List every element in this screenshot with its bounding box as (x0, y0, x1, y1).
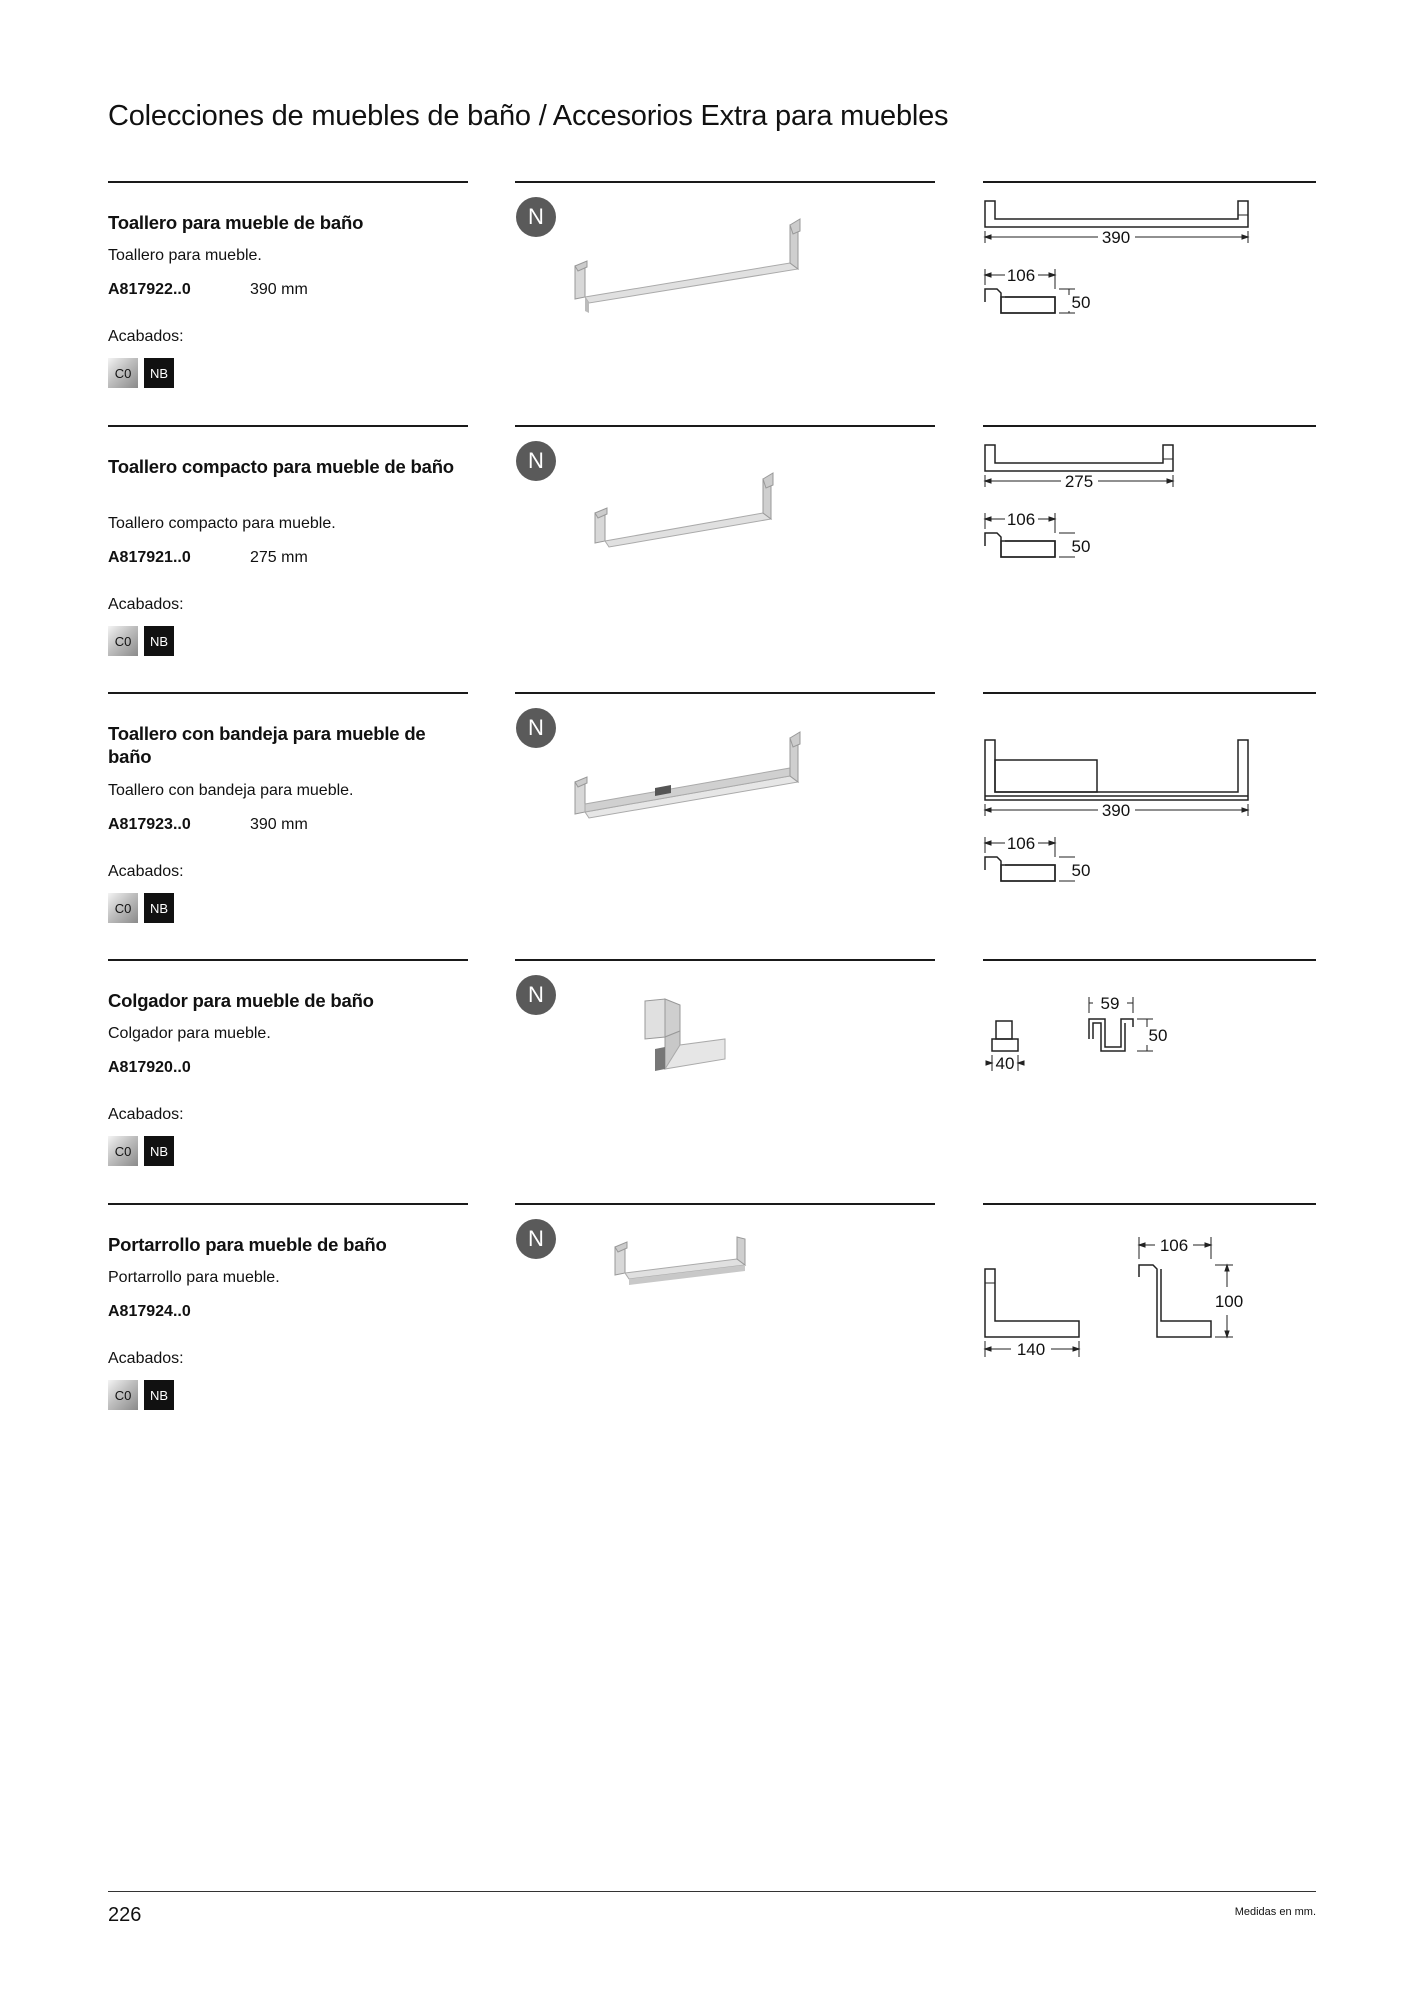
product-code: A817924..0 (108, 1303, 191, 1320)
dimension-depth: 106 (1159, 1236, 1189, 1255)
product-description: Toallero para mueble. (108, 247, 262, 264)
product-name: Portarrollo para mueble de baño (108, 1234, 387, 1255)
finishes-label: Acabados: (108, 1106, 184, 1123)
section-divider (983, 1203, 1316, 1205)
page-number: 226 (108, 1904, 142, 1926)
product-name: Colgador para mueble de baño (108, 990, 374, 1011)
product-code: A817922..0 (108, 281, 191, 298)
section-divider (983, 692, 1316, 694)
new-badge: N (516, 441, 556, 481)
product-code: A817920..0 (108, 1059, 191, 1076)
section-divider (515, 692, 935, 694)
product-code: A817921..0 (108, 549, 191, 566)
product-description: Toallero con bandeja para mueble. (108, 782, 354, 799)
new-badge: N (516, 197, 556, 237)
dimension-width: 275 (1064, 472, 1094, 491)
product-name: Toallero con bandeja para mueble de baño (108, 723, 426, 767)
product-name: Toallero compacto para mueble de baño (108, 456, 454, 477)
finish-swatch-chrome[interactable]: C0 (108, 893, 138, 923)
finish-swatch-black[interactable]: NB (144, 893, 174, 923)
section-divider (108, 692, 468, 694)
technical-drawing (983, 433, 1316, 603)
dimension-depth: 106 (1006, 510, 1036, 529)
section-divider (515, 181, 935, 183)
dimension-width: 390 (1101, 801, 1131, 820)
finish-swatch-black[interactable]: NB (144, 1380, 174, 1410)
product-size: 390 mm (250, 281, 308, 298)
section-divider (983, 425, 1316, 427)
new-badge: N (516, 975, 556, 1015)
technical-drawing (983, 189, 1316, 349)
section-divider (515, 425, 935, 427)
finish-swatch-chrome[interactable]: C0 (108, 626, 138, 656)
product-description: Portarrollo para mueble. (108, 1269, 280, 1286)
new-badge: N (516, 1219, 556, 1259)
product-description: Colgador para mueble. (108, 1025, 271, 1042)
finish-swatch-black[interactable]: NB (144, 358, 174, 388)
finish-swatches (108, 626, 174, 656)
dimension-depth: 106 (1006, 266, 1036, 285)
section-divider (108, 425, 468, 427)
product-name: Toallero para mueble de baño (108, 212, 364, 233)
section-divider (515, 959, 935, 961)
finish-swatches (108, 1380, 174, 1410)
footer-divider (108, 1891, 1316, 1892)
finish-swatch-chrome[interactable]: C0 (108, 1136, 138, 1166)
dimension-height: 50 (1071, 537, 1091, 556)
finishes-label: Acabados: (108, 596, 184, 613)
product-photo (515, 700, 935, 850)
finish-swatch-chrome[interactable]: C0 (108, 1380, 138, 1410)
dimension-height: 100 (1214, 1292, 1244, 1311)
dimension-width: 140 (1016, 1340, 1046, 1359)
product-size: 275 mm (250, 549, 308, 566)
finishes-label: Acabados: (108, 863, 184, 880)
dimension-height: 50 (1071, 861, 1091, 880)
dimension-depth: 106 (1006, 834, 1036, 853)
section-divider (108, 181, 468, 183)
finish-swatch-black[interactable]: NB (144, 626, 174, 656)
units-note: Medidas en mm. (1234, 1906, 1316, 1918)
dimension-width: 390 (1101, 228, 1131, 247)
product-size: 390 mm (250, 816, 308, 833)
technical-drawing (983, 967, 1316, 1087)
section-divider (983, 959, 1316, 961)
finish-swatches (108, 358, 174, 388)
dimension-width: 40 (995, 1054, 1015, 1073)
product-photo (515, 189, 935, 339)
finishes-label: Acabados: (108, 328, 184, 345)
finish-swatch-chrome[interactable]: C0 (108, 358, 138, 388)
dimension-height: 50 (1148, 1026, 1168, 1045)
section-divider (983, 181, 1316, 183)
product-code: A817923..0 (108, 816, 191, 833)
dimension-height: 50 (1071, 293, 1091, 312)
finish-swatches (108, 893, 174, 923)
product-photo (515, 1211, 935, 1321)
section-divider (108, 959, 468, 961)
new-badge: N (516, 708, 556, 748)
finish-swatch-black[interactable]: NB (144, 1136, 174, 1166)
product-description: Toallero compacto para mueble. (108, 515, 336, 532)
product-photo (515, 967, 935, 1087)
section-divider (108, 1203, 468, 1205)
page-title: Colecciones de muebles de baño / Accesorios Extra para muebles (108, 100, 949, 132)
finish-swatches (108, 1136, 174, 1166)
section-divider (515, 1203, 935, 1205)
technical-drawing (983, 1211, 1316, 1381)
technical-drawing (983, 700, 1316, 900)
finishes-label: Acabados: (108, 1350, 184, 1367)
product-photo (515, 433, 935, 573)
dimension-depth: 59 (1100, 994, 1120, 1013)
